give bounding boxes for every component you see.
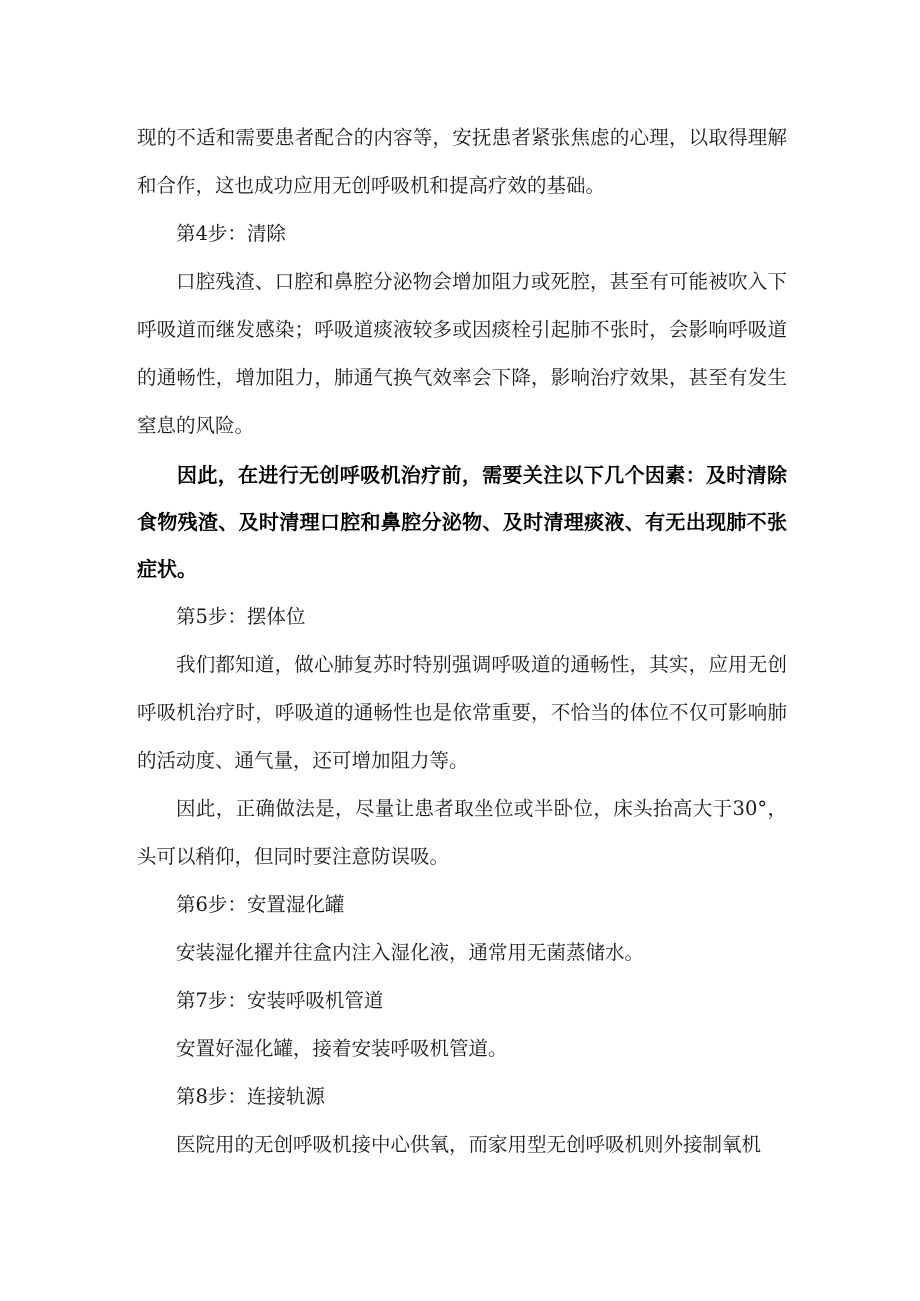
paragraph-continuation: 现的不适和需要患者配合的内容等，安抚患者紧张焦虑的心理，以取得理解和合作，这也成功应用无创呼吸机和提高疗效的基础。 bbox=[137, 126, 787, 197]
paragraph-humidifier: 安装湿化擢并往盒内注入湿化液，通常用无菌蒸储水。 bbox=[176, 941, 645, 964]
paragraph-oxygen-source: 医院用的无创呼吸机接中心供氧，而家用型无创呼吸机则外接制氧机 bbox=[176, 1133, 762, 1156]
paragraph-bold-summary: 因此，在进行无创呼吸机治疗前，需要关注以下几个因素：及时清除食物残渣、及时清理口腔和鼻腔分泌物、及时清理痰液、有无出现肺不张症状。 bbox=[137, 463, 787, 581]
step-6-heading: 第6步：安置湿化罐 bbox=[176, 893, 345, 916]
paragraph-tubing: 安置好湿化罐，接着安装呼吸机管道。 bbox=[176, 1037, 508, 1060]
paragraph-position: 我们都知道，做心肺复苏时特别强调呼吸道的通畅性，其实，应用无创呼吸机治疗时，呼吸道的通畅性也是依常重要，不恰当的体位不仅可影响肺的活动度、通气量，还可增加阻力等。 bbox=[137, 653, 787, 772]
step-7-heading: 第7步：安装呼吸机管道 bbox=[176, 989, 384, 1012]
paragraph-clearing: 口腔残渣、口腔和鼻腔分泌物会增加阻力或死腔，甚至有可能被吹入下呼吸道而继发感染；呼吸道痰液较多或因痰栓引起肺不张时，会影响呼吸道的通畅性，增加阻力，肺通气换气效率会下降，影响治疗效果，甚至有发生窒息的风险。 bbox=[137, 270, 787, 437]
step-5-heading: 第5步：摆体位 bbox=[176, 605, 306, 628]
step-8-heading: 第8步：连接轨源 bbox=[176, 1085, 325, 1108]
document-body bbox=[137, 114, 787, 1169]
step-4-heading: 第4步：清除 bbox=[176, 222, 286, 245]
paragraph-position-method: 因此，正确做法是，尽量让患者取坐位或半卧位，床头抬高大于30°，头可以稍仰，但同时要注意防误吸。 bbox=[137, 797, 787, 868]
